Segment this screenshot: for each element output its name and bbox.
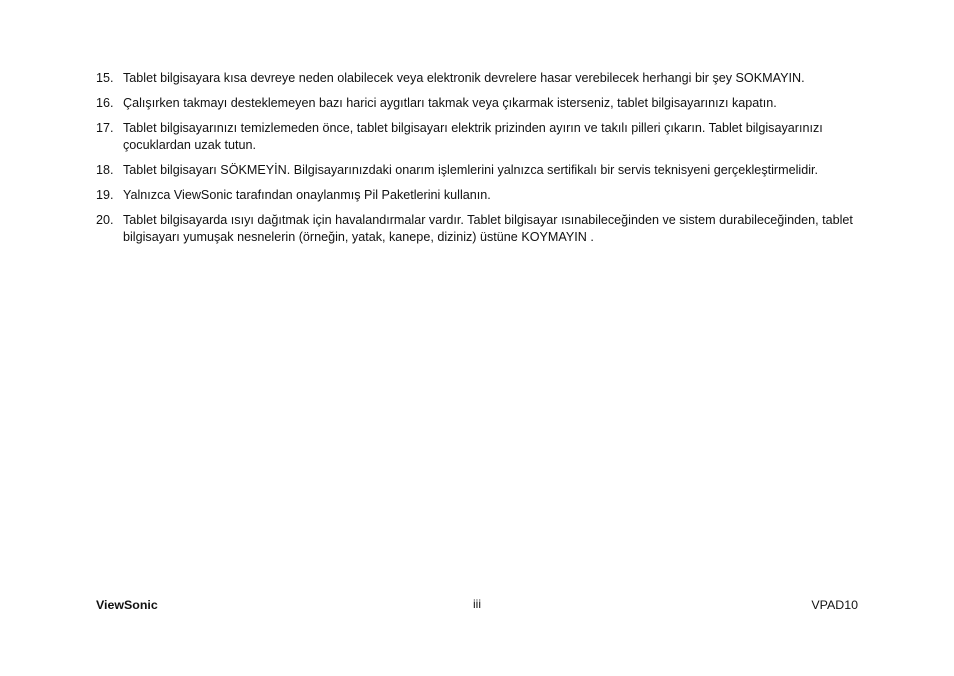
safety-instructions-list: [96, 70, 856, 254]
item-text: Çalışırken takmayı desteklemeyen bazı harici aygıtları takmak veya çıkarmak isterseniz, tablet bilgisayarınızı kapatın.: [123, 96, 777, 110]
item-number: 15.: [96, 71, 114, 85]
list-item: [96, 95, 856, 112]
item-text: Tablet bilgisayarda ısıyı dağıtmak için havalandırmalar vardır. Tablet bilgisayar ısınabileceğinden ve sistem durabileceğinden, tablet bilgisayarı yumuşak nesnelerin (örneğin, yatak, kanepe, diziniz) üstüne KOYMAYIN .: [123, 213, 853, 244]
item-text: Tablet bilgisayarı SÖKMEYİN. Bilgisayarınızdaki onarım işlemlerini yalnızca sertifikalı bir servis teknisyeni gerçekleştirmelidir.: [123, 163, 818, 177]
item-number: 20.: [96, 213, 114, 227]
item-number: 18.: [96, 163, 114, 177]
item-number: 19.: [96, 188, 114, 202]
list-item: [96, 212, 856, 246]
item-text: Tablet bilgisayarınızı temizlemeden önce, tablet bilgisayarı elektrik prizinden ayırın ve takılı pilleri çıkarın. Tablet bilgisayarınızı çocuklardan uzak tutun.: [123, 121, 823, 152]
list-item: [96, 187, 856, 204]
item-text: Tablet bilgisayara kısa devreye neden olabilecek veya elektronik devrelere hasar verebilecek herhangi bir şey SOKMAYIN.: [123, 71, 805, 85]
footer-model: VPAD10: [811, 598, 858, 612]
list-item: [96, 120, 856, 154]
item-number: 16.: [96, 96, 114, 110]
item-text: Yalnızca ViewSonic tarafından onaylanmış Pil Paketlerini kullanın.: [123, 188, 491, 202]
list-item: [96, 70, 856, 87]
page-number: iii: [473, 597, 481, 611]
item-number: 17.: [96, 121, 114, 135]
list-item: [96, 162, 856, 179]
footer-brand: ViewSonic: [96, 598, 158, 612]
